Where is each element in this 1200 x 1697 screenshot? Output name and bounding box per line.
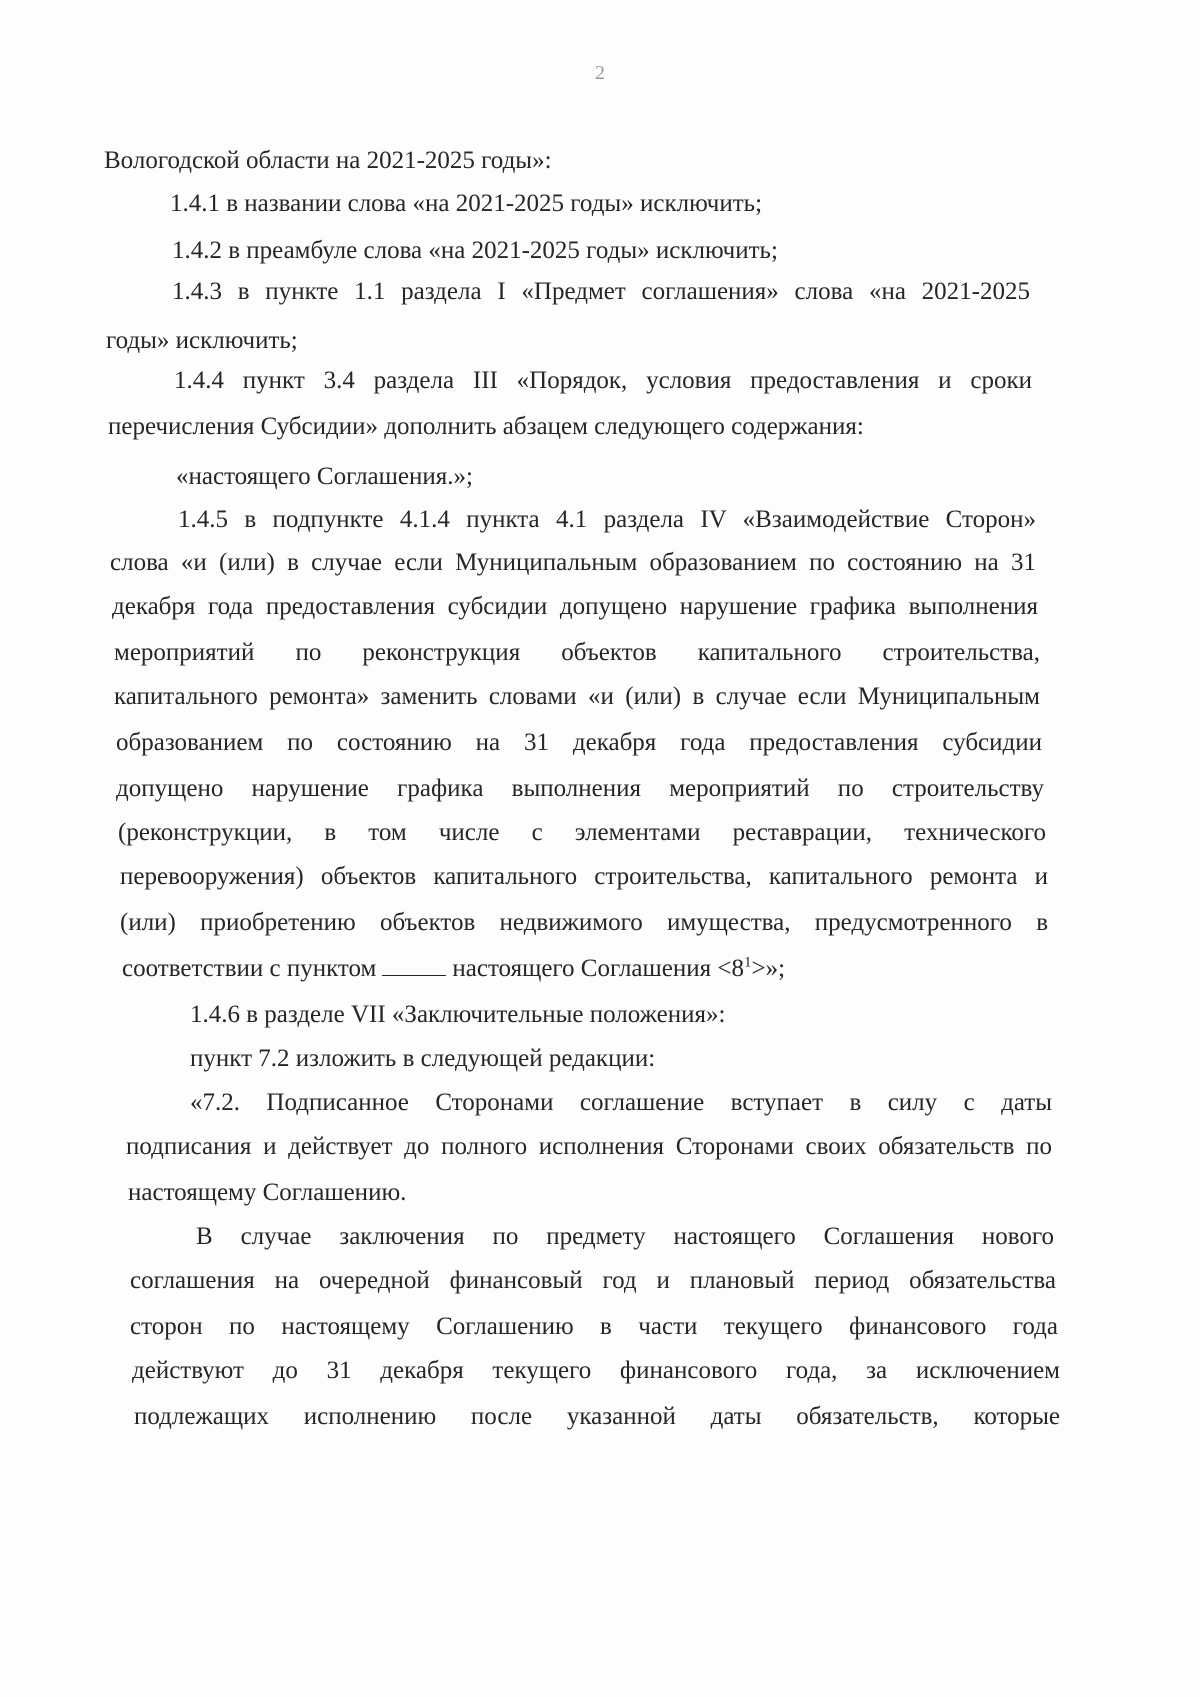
- text-line: капитального ремонта» заменить словами «и (или) в случае если Муниципальным: [114, 683, 1040, 710]
- text-line: (реконструкции, в том числе с элементами реставрации, технического: [118, 819, 1046, 846]
- text-line: настоящему Соглашению.: [128, 1179, 407, 1206]
- text-line: допущено нарушение графика выполнения мероприятий по строительству: [116, 775, 1044, 802]
- text-fragment: настоящего Соглашения <8: [452, 955, 744, 982]
- text-line: Вологодской области на 2021-2025 годы»:: [104, 147, 552, 174]
- text-line: слова «и (или) в случае если Муниципальным образованием по состоянию на 31: [110, 549, 1036, 576]
- text-line: «настоящего Соглашения.»;: [176, 463, 473, 490]
- superscript: 1: [743, 954, 752, 971]
- text-line: (или) приобретению объектов недвижимого имущества, предусмотренного в: [120, 909, 1048, 936]
- text-line: подлежащих исполнению после указанной даты обязательств, которые: [134, 1403, 1060, 1430]
- text-fragment: соответствии с пунктом: [122, 955, 377, 982]
- text-line: декабря года предоставления субсидии допущено нарушение графика выполнения: [112, 593, 1038, 620]
- text-line: пункт 7.2 изложить в следующей редакции:: [190, 1045, 656, 1072]
- text-line: соглашения на очередной финансовый год и плановый период обязательства: [130, 1267, 1056, 1294]
- text-line: перечисления Субсидии» дополнить абзацем следующего содержания:: [108, 413, 864, 440]
- text-line: действуют до 31 декабря текущего финансового года, за исключением: [132, 1357, 1060, 1384]
- text-line-with-blank: [122, 954, 785, 984]
- text-fragment: >»;: [751, 955, 786, 982]
- text-line: мероприятий по реконструкция объектов капитального строительства,: [114, 639, 1040, 666]
- text-line: 1.4.2 в преамбуле слова «на 2021-2025 годы» исключить;: [172, 237, 778, 264]
- text-line: годы» исключить;: [106, 327, 298, 354]
- page-number: 2: [595, 62, 605, 84]
- text-line: 1.4.1 в названии слова «на 2021-2025 годы» исключить;: [170, 190, 763, 217]
- text-line: 1.4.3 в пункте 1.1 раздела I «Предмет соглашения» слова «на 2021-2025: [172, 278, 1030, 305]
- text-line: образованием по состоянию на 31 декабря года предоставления субсидии: [116, 729, 1042, 756]
- text-line: сторон по настоящему Соглашению в части текущего финансового года: [130, 1313, 1058, 1340]
- text-line: перевооружения) объектов капитального строительства, капитального ремонта и: [120, 863, 1048, 890]
- text-line: 1.4.6 в разделе VII «Заключительные положения»:: [190, 1001, 726, 1028]
- text-line: 1.4.5 в подпункте 4.1.4 пункта 4.1 раздела IV «Взаимодействие Сторон»: [178, 506, 1036, 533]
- text-line: В случае заключения по предмету настоящего Соглашения нового: [196, 1223, 1054, 1250]
- text-line: «7.2. Подписанное Сторонами соглашение вступает в силу с даты: [190, 1089, 1052, 1116]
- text-line: подписания и действует до полного исполнения Сторонами своих обязательств по: [126, 1133, 1052, 1160]
- text-line: 1.4.4 пункт 3.4 раздела III «Порядок, условия предоставления и сроки: [174, 367, 1032, 394]
- blank-field: [382, 955, 446, 976]
